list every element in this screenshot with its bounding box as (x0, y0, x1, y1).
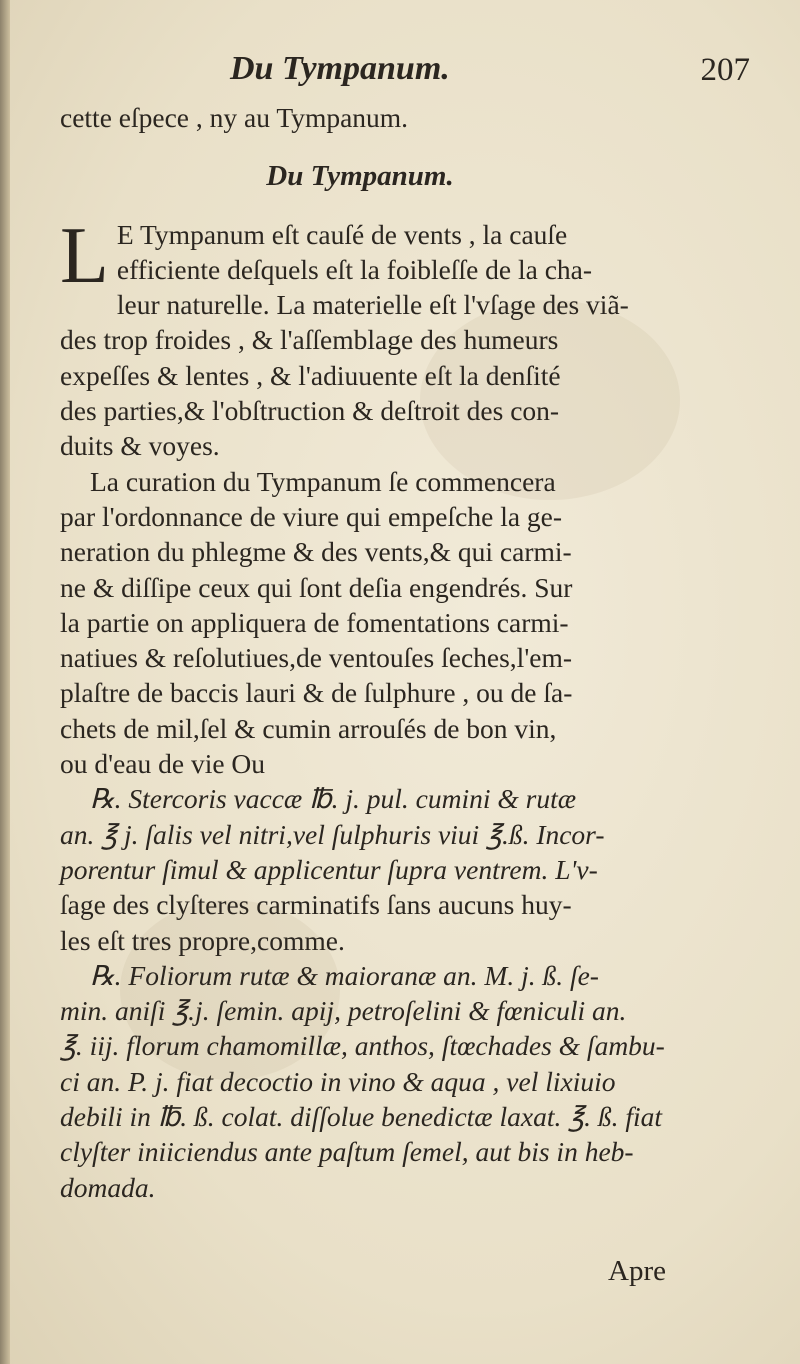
page-header (60, 50, 760, 100)
recipe-line: min. aniſi ℥.j. ſemin. apij, petroſelini & fœniculi an. (60, 995, 627, 1027)
text-line: natiues & reſolutiues,de ventouſes ſeches,l'em- (60, 642, 573, 674)
text-line: la partie on appliquera de fomentations carmi- (60, 606, 569, 638)
recipe-line: domada. (60, 1171, 156, 1203)
text-block (60, 100, 665, 1205)
paragraph-1 (60, 211, 660, 464)
text-line: cette eſpece , ny au Tympanum. (60, 102, 409, 133)
catchword: Apre (608, 1255, 666, 1287)
recipe-line: porentur ſimul & applicentur ſupra ventrem. L'v- (60, 853, 598, 885)
text-line: les eſt tres propre,comme. (60, 924, 345, 956)
recipe-line: clyſter iniiciendus ante paſtum ſemel, aut bis in heb- (60, 1136, 634, 1168)
recipe-line: ℞. Foliorum rutæ & maioranæ an. M. j. ß. ſe- (90, 959, 599, 991)
text-line: efficiente deſquels eſt la foibleſſe de la cha- (116, 253, 593, 285)
recipe-line: ℥. iij. florum chamomillæ, anthos, ſtœchades & ſambu- (60, 1030, 665, 1062)
text-line: par l'ordonnance de viure qui empeſche la ge- (60, 500, 563, 532)
text-line: duits & voyes. (60, 430, 220, 462)
text-line: des parties,& l'obſtruction & deſtroit des con- (60, 395, 560, 427)
text-line: neration du phlegme & des vents,& qui carmi- (60, 536, 572, 568)
section-heading: Du Tympanum. (266, 160, 454, 193)
recipe-line: ℞. Stercoris vaccæ ℔. j. pul. cumini & rutæ (90, 783, 577, 815)
recipe-line: ci an. P. j. fiat decoctio in vino & aqua , vel lixiuio (60, 1065, 616, 1097)
recipe-line: an. ℥ j. ſalis vel nitri,vel ſulphuris viui ℥.ß. Incor- (60, 818, 605, 850)
text-line: plaſtre de baccis lauri & de ſulphure , ou de ſa- (60, 677, 573, 709)
recipe-line: debili in ℔. ß. colat. diſſolue benedictæ laxat. ℥. ß. fiat (60, 1101, 663, 1133)
text-line: ſage des clyſteres carminatifs ſans aucuns huy- (60, 889, 572, 921)
page-gutter (0, 0, 10, 1364)
text-line: leur naturelle. La materielle eſt l'vſage des viã- (116, 289, 629, 321)
recipe-1 (60, 781, 660, 957)
text-line: E Tympanum eſt cauſé de vents , la cauſe (116, 218, 568, 250)
text-line: ou d'eau de vie Ou (60, 748, 266, 780)
text-line: chets de mil,ſel & cumin arrouſés de bon vin, (60, 712, 557, 744)
page-number: 207 (700, 52, 750, 88)
text-line: expeſſes & lentes , & l'adiuuente eſt la denſité (60, 359, 561, 391)
text-line: La curation du Tympanum ſe commencera (90, 465, 556, 497)
paragraph-2 (60, 464, 660, 782)
running-head: Du Tympanum. (230, 50, 450, 87)
text-line: ne & diſſipe ceux qui ſont deſia engendrés. Sur (60, 571, 573, 603)
recipe-2 (60, 958, 665, 1205)
text-line: des trop froides , & l'aſſemblage des humeurs (60, 324, 559, 356)
drop-cap: L (60, 211, 109, 300)
